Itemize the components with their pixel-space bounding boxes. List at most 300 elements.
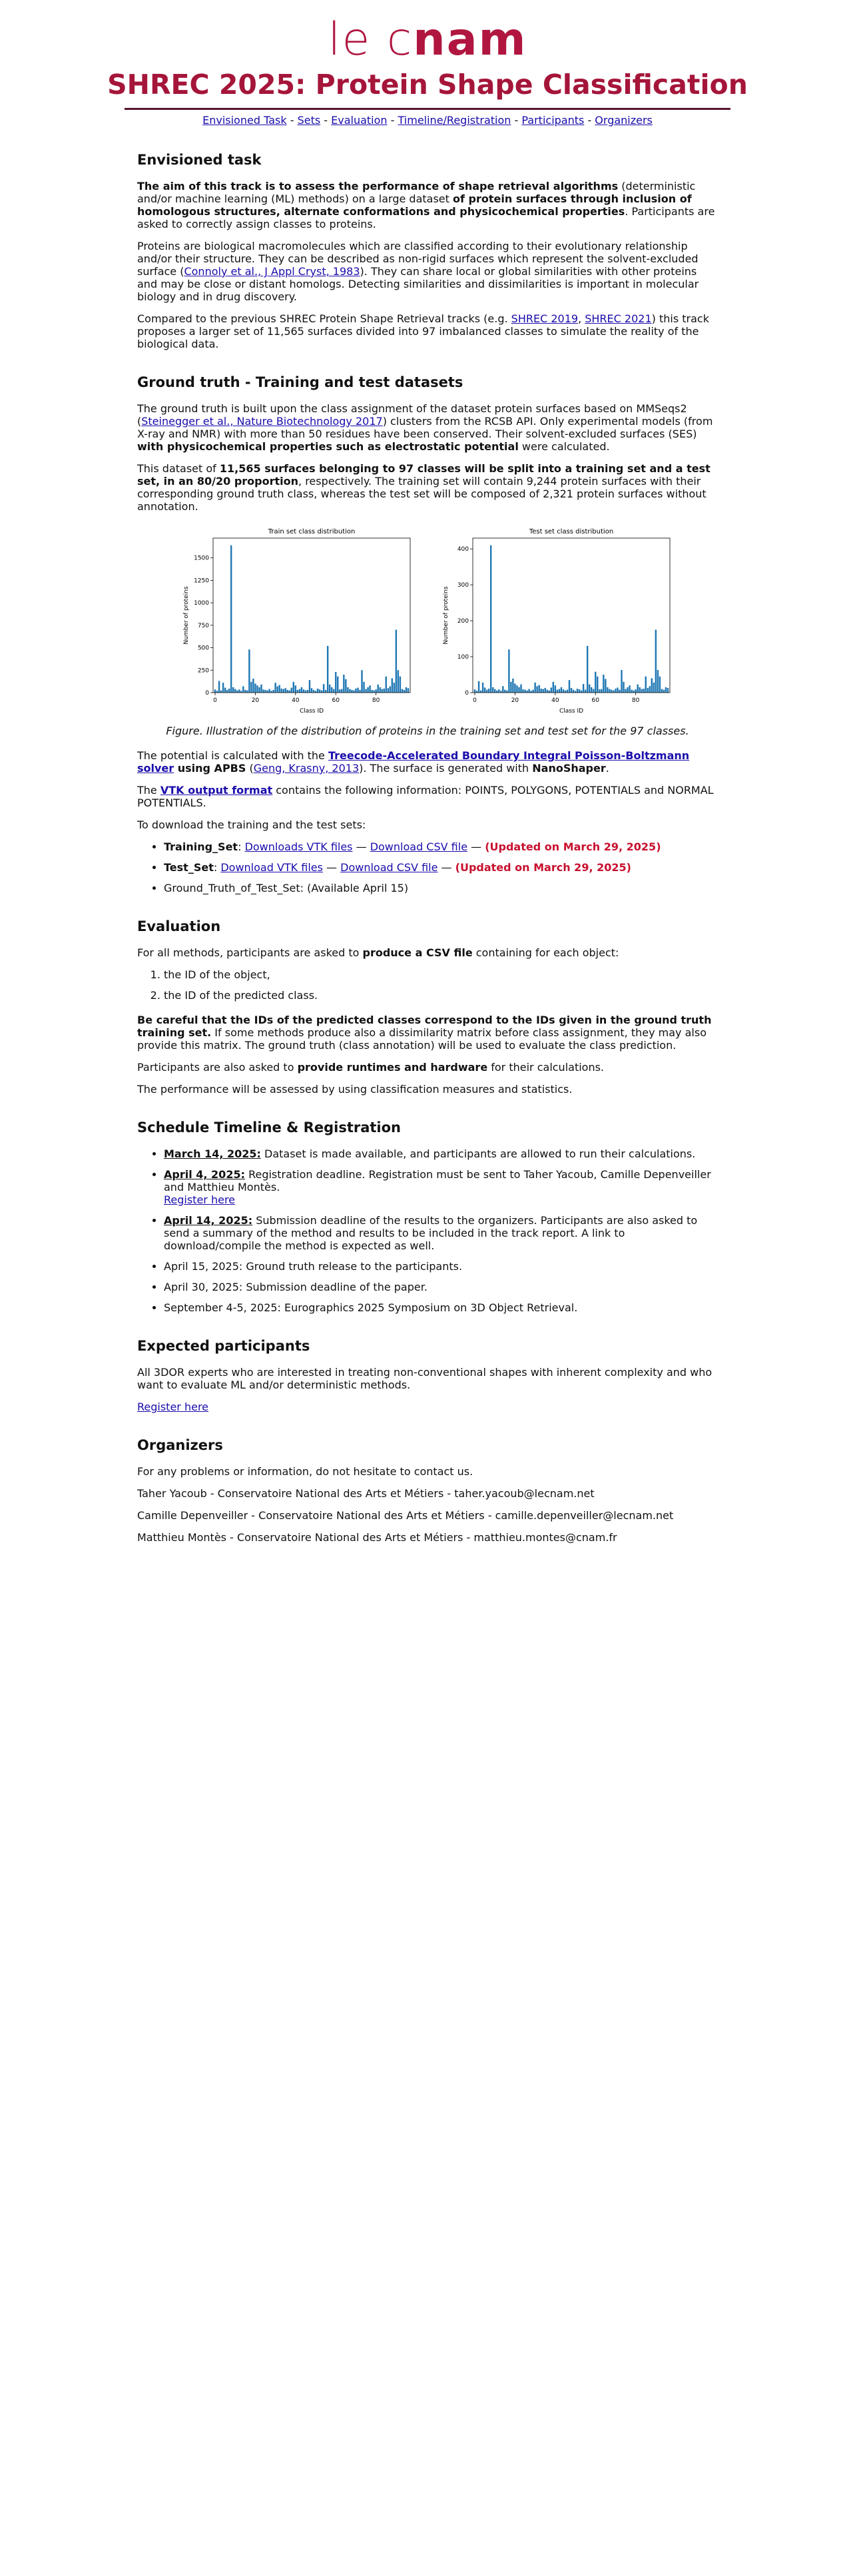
chart-bar [474, 689, 475, 693]
chart-bar [607, 687, 608, 693]
y-axis-label: Number of proteins [183, 586, 190, 645]
nav-link-timeline[interactable]: Timeline/Registration [398, 114, 511, 127]
chart-bar [309, 680, 310, 693]
chart-bar [329, 685, 330, 693]
chart-bar [280, 689, 282, 693]
chart-bar [555, 685, 556, 693]
chart-bar [367, 687, 368, 693]
chart-bar [398, 670, 399, 693]
chart-bar [532, 690, 533, 693]
chart-bar [377, 685, 378, 693]
download-list [137, 840, 718, 894]
chart-bar [392, 678, 393, 693]
chart-bar [553, 682, 554, 693]
chart-bar [488, 689, 489, 693]
top-nav [0, 114, 855, 127]
chart-bar [373, 691, 374, 693]
chart-bar [538, 685, 539, 693]
y-axis-label: Number of proteins [443, 586, 449, 645]
chart-bar [665, 687, 667, 693]
chart-bar [667, 688, 669, 693]
chart-bar [339, 689, 340, 693]
chart-bar [351, 690, 352, 693]
chart-bar [498, 689, 499, 693]
chart-bar [482, 683, 483, 693]
chart-bar [375, 689, 376, 693]
chart-bar [609, 689, 610, 693]
chart-bar [285, 688, 286, 693]
chart-bar [270, 691, 272, 693]
x-axis-label: Class ID [299, 708, 324, 715]
evaluation-paragraph-3: Participants are also asked to provide runtimes and hardware for their calculations. [137, 1061, 605, 1074]
chart-bar [557, 690, 558, 693]
x-tick-label: 20 [511, 697, 519, 704]
chart-bar [234, 689, 236, 693]
chart-bar [353, 691, 354, 693]
main-content [137, 127, 718, 1544]
chart-bar [492, 687, 493, 693]
evaluation-paragraph-4: The performance will be assessed by using classification measures and statistics. [137, 1083, 573, 1096]
logo-text-right: nam [413, 13, 527, 66]
chart-bar [585, 690, 586, 693]
chart-bar [549, 691, 550, 693]
chart-bar [627, 687, 628, 693]
chart-bar [349, 689, 350, 693]
chart-bar [333, 689, 334, 693]
chart-bar [476, 691, 477, 693]
chart-bar [297, 690, 298, 693]
chart-bar [311, 688, 312, 693]
list-item: • September 4-5, 2025: Eurographics 2025 Symposium on 3D Object Retrieval. [164, 1301, 718, 1314]
chart-bar [575, 691, 576, 693]
y-tick-label: 400 [457, 546, 469, 553]
chart-bar [625, 689, 626, 693]
chart-bar [603, 675, 604, 693]
nav-link-organizers[interactable]: Organizers [595, 114, 653, 127]
chart-bar [526, 691, 527, 693]
train-chart-svg [181, 526, 414, 719]
chart-bar [589, 685, 590, 693]
chart-bar [649, 686, 651, 693]
evaluation-paragraph-1: For all methods, participants are asked to produce a CSV file containing for each object: [137, 946, 619, 959]
y-tick-label: 1000 [194, 600, 209, 607]
chart-bar [617, 687, 618, 693]
section-heading-sets: Ground truth - Training and test datasets [137, 374, 463, 390]
chart-bar [647, 688, 649, 693]
chart-bar [347, 687, 348, 693]
chart-bar [390, 687, 391, 693]
section-heading-organizers: Organizers [137, 1437, 223, 1453]
chart-bar [494, 689, 495, 693]
chart-bar [363, 682, 364, 693]
updated-badge: (Updated on March 29, 2025) [455, 861, 631, 874]
chart-bar [252, 679, 254, 693]
chart-bar [611, 690, 612, 693]
list-item: 2. the ID of the predicted class. [164, 989, 718, 1002]
section-heading-evaluation: Evaluation [137, 918, 221, 934]
test-csv-download-link[interactable]: Download CSV file [340, 861, 438, 874]
chart-bar [569, 680, 570, 693]
chart-bar [268, 689, 270, 693]
chart-bar [623, 682, 624, 693]
organizer-contact: Camille Depenveiller - Conservatoire National des Arts et Métiers - camille.depenveiller@lecnam.net [137, 1509, 674, 1522]
sets-paragraph-1: The ground truth is built upon the class assignment of the dataset protein surfaces based on MMSeqs2 (Steinegger et al., Nature Biotechnology 2017) clusters from the RCSB API. Only experimental models (from X-ray and NMR) with more than 50 residues have been conserved. Their solvent-excluded surfaces (SES) with physicochemical properties such as electrostatic potential were calculated. [137, 402, 713, 453]
chart-bar [323, 684, 324, 693]
chart-bar [484, 687, 485, 693]
schedule-list [137, 1147, 718, 1314]
chart-bar [478, 681, 479, 693]
y-tick-label: 250 [197, 667, 209, 675]
sets-paragraph-2: This dataset of 11,565 surfaces belonging to 97 classes will be split into a training set and a test set, in an 80/20 proportion, respectively. The training set will contain 9,244 protein surfaces with their corresponding ground truth class, whereas the test set will be composed of 2,321 protein surfaces without annotation. [137, 462, 711, 513]
chart-bar [619, 690, 620, 693]
chart-bar [641, 689, 643, 693]
chart-bar [591, 687, 592, 693]
chart-bar [369, 685, 370, 693]
y-tick-label: 500 [197, 645, 209, 652]
chart-bar [587, 646, 588, 693]
chart-bar [508, 649, 509, 693]
chart-bar [394, 683, 395, 693]
chart-bar [248, 649, 250, 693]
chart-bar [222, 683, 224, 693]
list-item: • April 30, 2025: Submission deadline of the paper. [164, 1281, 718, 1293]
chart-bar [661, 689, 663, 693]
nav-separator: - [587, 114, 595, 127]
chart-bar [510, 682, 511, 693]
chart-bar [496, 691, 497, 693]
chart-bar [272, 690, 274, 693]
chart-bar [400, 677, 401, 693]
chart-bar [262, 689, 264, 693]
chart-bar [480, 691, 481, 693]
nav-separator: - [390, 114, 398, 127]
connoly-reference-link[interactable]: Connoly et al., J Appl Cryst, 1983 [184, 265, 360, 278]
test-vtk-download-link[interactable]: Download VTK files [220, 861, 323, 874]
chart-bar [361, 670, 362, 693]
y-tick-label: 1500 [194, 555, 209, 562]
chart-bar [337, 677, 338, 693]
sets-paragraph-5: To download the training and the test sets: [137, 818, 366, 831]
csv-content-list [137, 968, 718, 1002]
chart-bar [226, 690, 228, 693]
training-vtk-download-link[interactable]: Downloads VTK files [244, 840, 353, 853]
chart-bar [595, 672, 596, 693]
chart-bar [315, 691, 316, 693]
chart-bar [240, 691, 242, 693]
chart-bar [615, 689, 616, 693]
x-tick-label: 40 [551, 697, 559, 704]
chart-bar [579, 689, 580, 693]
chart-bar [287, 690, 288, 693]
chart-bar [236, 691, 238, 693]
chart-bar [502, 686, 503, 693]
chart-bar [313, 690, 314, 693]
training-csv-download-link[interactable]: Download CSV file [370, 840, 468, 853]
distribution-figure [137, 526, 718, 719]
chart-bar [404, 690, 405, 693]
chart-bar [317, 689, 318, 693]
chart-bar [321, 691, 322, 693]
chart-bar [583, 684, 584, 693]
chart-bar [295, 685, 296, 693]
chart-bar [593, 689, 594, 693]
chart-bar [629, 685, 630, 693]
chart-bar [371, 690, 372, 693]
x-tick-label: 80 [372, 697, 380, 704]
chart-bar [388, 688, 389, 693]
chart-bar [266, 691, 268, 693]
chart-bar [635, 689, 636, 693]
y-tick-label: 0 [465, 690, 469, 697]
chart-bar [563, 689, 564, 693]
train-distribution-chart [181, 526, 414, 719]
chart-bar [291, 688, 292, 693]
chart-bar [406, 687, 407, 693]
chart-bar [384, 689, 385, 693]
chart-bar [408, 688, 409, 693]
chart-bar [561, 687, 562, 693]
organizers-intro: For any problems or information, do not hesitate to contact us. [137, 1465, 473, 1478]
chart-bar [643, 689, 645, 693]
chart-bar [260, 685, 262, 693]
chart-bar [283, 689, 284, 693]
shrec-2021-link[interactable]: SHREC 2021 [585, 312, 652, 325]
chart-bar [504, 690, 505, 693]
chart-bar [379, 687, 380, 693]
nav-link-envisioned-task[interactable]: Envisioned Task [202, 114, 287, 127]
list-item: • March 14, 2025: Dataset is made available, and participants are allowed to run their calculations. [164, 1147, 718, 1160]
chart-bar [319, 689, 320, 693]
section-heading-participants: Expected participants [137, 1338, 310, 1354]
chart-bar [220, 691, 222, 693]
x-tick-label: 20 [251, 697, 260, 704]
chart-bar [516, 685, 517, 693]
chart-bar [214, 689, 216, 693]
chart-bar [551, 687, 552, 693]
chart-bar [244, 690, 246, 693]
chart-bar [506, 691, 507, 693]
chart-bar [230, 545, 232, 693]
chart-bar [651, 678, 653, 693]
chart-bar [514, 684, 515, 693]
chart-bar [655, 630, 657, 693]
nav-separator: - [514, 114, 522, 127]
chart-bar [639, 687, 640, 693]
x-tick-label: 60 [591, 697, 599, 704]
chart-bar [631, 690, 632, 693]
chart-frame [213, 538, 410, 693]
chart-bar [258, 687, 260, 693]
chart-bar [637, 685, 638, 693]
list-item: • April 4, 2025: Registration deadline. Registration must be sent to Taher Yacoub, Camille Depenveiller and Matthieu Montès. Register here [164, 1168, 718, 1206]
chart-bar [216, 691, 218, 693]
test-chart-svg [441, 526, 674, 719]
task-paragraph-2: Proteins are biological macromolecules which are classified according to their evolutionary relationship and/or their structure. They can be described as non-rigid surfaces which represent the solvent-excluded surface (Connoly et al., J Appl Cryst, 1983). They can share local or global similarities with other proteins and may be close or distant homologs. Detecting similarities and dissimilarities is important in molecular biology and in drug discovery. [137, 240, 699, 303]
chart-bar [500, 691, 501, 693]
chart-bar [293, 682, 294, 693]
chart-bar [645, 677, 647, 693]
x-tick-label: 60 [332, 697, 340, 704]
x-tick-label: 0 [473, 697, 477, 704]
chart-bar [547, 690, 548, 693]
chart-bar [341, 689, 342, 693]
chart-bar [382, 689, 383, 693]
page-header [0, 0, 855, 127]
steinegger-reference-link[interactable]: Steinegger et al., Nature Biotechnology 2017 [141, 415, 383, 428]
y-tick-label: 750 [197, 622, 209, 629]
chart-bar [303, 689, 304, 693]
chart-bar [343, 675, 344, 693]
x-tick-label: 0 [213, 697, 217, 704]
x-axis-label: Class ID [559, 708, 584, 715]
chart-bar [299, 689, 300, 693]
chart-bar [518, 687, 519, 693]
y-tick-label: 300 [457, 582, 469, 589]
chart-frame [473, 538, 670, 693]
chart-bar [605, 679, 606, 693]
chart-bar [621, 670, 622, 693]
chart-bar [601, 689, 602, 693]
chart-bar [232, 687, 234, 693]
list-item: • Training_Set: Downloads VTK files — Download CSV file — (Updated on March 29, 2025) [164, 840, 718, 853]
list-item: 1. the ID of the object, [164, 968, 718, 981]
chart-bar [396, 630, 397, 693]
chart-bar [522, 689, 523, 693]
chart-bar [359, 690, 360, 693]
list-item: • Test_Set: Download VTK files — Download CSV file — (Updated on March 29, 2025) [164, 861, 718, 874]
section-heading-schedule: Schedule Timeline & Registration [137, 1120, 401, 1135]
chart-bar [276, 687, 278, 693]
chart-bar [218, 681, 220, 693]
register-link-participants[interactable]: Register here [137, 1401, 209, 1413]
updated-badge: (Updated on March 29, 2025) [485, 840, 661, 853]
chart-bar [573, 690, 574, 693]
chart-bar [613, 691, 614, 693]
y-tick-label: 200 [457, 618, 469, 625]
chart-bar [657, 670, 659, 693]
chart-bar [301, 687, 302, 693]
chart-bar [345, 679, 346, 693]
tabi-pb-solver-link[interactable]: Treecode-Accelerated Boundary Integral Poisson-Boltzmann solver [137, 749, 690, 775]
chart-bar [254, 684, 256, 693]
chart-bar [490, 545, 491, 693]
chart-bar [238, 689, 240, 693]
chart-bar [663, 690, 665, 693]
y-tick-label: 1250 [194, 577, 209, 585]
chart-bar [357, 688, 358, 693]
sets-paragraph-4: The VTK output format contains the following information: POINTS, POLYGONS, POTENTIALS and NORMAL POTENTIALS. [137, 784, 714, 809]
chart-bar [545, 688, 546, 693]
section-heading-task: Envisioned task [137, 152, 262, 168]
chart-bar [567, 690, 568, 693]
chart-bar [530, 691, 531, 693]
chart-bar [599, 689, 600, 693]
chart-bar [305, 691, 306, 693]
task-paragraph-1: The aim of this track is to assess the performance of shape retrieval algorithms (deterministic and/or machine learning (ML) methods) on a large dataset of protein surfaces through inclusion of homologous structures, alternate conformations and physicochemical properties. Participants are asked to correctly assign classes to proteins. [137, 180, 715, 230]
x-tick-label: 40 [292, 697, 300, 704]
participants-paragraph: All 3DOR experts who are interested in treating non-conventional shapes with inherent complexity and who want to evaluate ML and/or deterministic methods. [137, 1366, 712, 1391]
y-tick-label: 100 [457, 654, 469, 661]
chart-bar [278, 685, 280, 693]
task-paragraph-3: Compared to the previous SHREC Protein Shape Retrieval tracks (e.g. SHREC 2019, SHREC 2021) this track proposes a larger set of 11,565 surfaces divided into 97 imbalanced classes to simulate the reality of the biological data. [137, 312, 709, 350]
chart-bar [565, 691, 566, 693]
nav-link-sets[interactable]: Sets [297, 114, 321, 127]
chart-bar [327, 646, 328, 693]
chart-bar [534, 683, 535, 693]
shrec-2019-link[interactable]: SHREC 2019 [511, 312, 579, 325]
chart-bar [577, 689, 578, 693]
chart-bar [571, 688, 572, 693]
chart-bar [325, 690, 326, 693]
chart-title: Test set class distribution [529, 528, 614, 535]
chart-bar [250, 682, 252, 693]
nav-link-evaluation[interactable]: Evaluation [331, 114, 388, 127]
x-tick-label: 80 [631, 697, 640, 704]
chart-bar [581, 691, 582, 693]
chart-bar [335, 672, 336, 693]
chart-bar [331, 687, 332, 693]
list-item: • April 15, 2025: Ground truth release to the participants. [164, 1260, 718, 1273]
chart-bar [289, 691, 290, 693]
chart-bar [274, 683, 276, 693]
chart-bar [246, 691, 248, 693]
chart-bar [355, 689, 356, 693]
chart-bar [307, 690, 308, 693]
nav-link-participants[interactable]: Participants [521, 114, 585, 127]
list-item: • Ground_Truth_of_Test_Set: (Available April 15) [164, 882, 718, 894]
chart-bar [264, 690, 266, 693]
vtk-format-link[interactable]: VTK output format [160, 784, 273, 797]
nav-separator: - [290, 114, 298, 127]
chart-bar [386, 677, 387, 693]
chart-bar [402, 689, 403, 693]
organizer-contact: Taher Yacoub - Conservatoire National des Arts et Métiers - taher.yacoub@lecnam.net [137, 1487, 595, 1500]
chart-bar [536, 686, 537, 693]
chart-bar [242, 687, 244, 693]
cnam-logo [0, 15, 855, 65]
chart-title: Train set class distribution [268, 528, 356, 535]
chart-bar [559, 689, 560, 693]
chart-bar [520, 685, 521, 693]
chart-bar [256, 685, 258, 693]
sets-paragraph-3: The potential is calculated with the Treecode-Accelerated Boundary Integral Poisson-Boltzmann solver using APBS (Geng, Krasny, 2013). The surface is generated with NanoShaper. [137, 749, 690, 775]
register-link-schedule[interactable]: Register here [164, 1193, 236, 1206]
chart-bar [486, 690, 487, 693]
nav-separator: - [324, 114, 332, 127]
chart-bar [365, 689, 366, 693]
evaluation-paragraph-2: Be careful that the IDs of the predicted classes correspond to the IDs given in the ground truth training set. If some methods produce also a dissimilarity matrix before class assignment, they may also provide this matrix. The ground truth (class annotation) will be used to evaluate the class prediction. [137, 1014, 712, 1052]
figure-caption: Figure. Illustration of the distribution of proteins in the training set and test set for the 97 classes. [166, 725, 689, 737]
list-item: • April 14, 2025: Submission deadline of the results to the organizers. Participants are also asked to send a summary of the method and results to be included in the track report. A link to download/compile the method is expected as well. [164, 1214, 718, 1252]
chart-bar [540, 689, 541, 693]
geng-krasny-link[interactable]: Geng, Krasny, 2013 [253, 762, 360, 775]
test-distribution-chart [441, 526, 674, 719]
chart-bar [653, 683, 655, 693]
logo-text-left: le c [328, 13, 414, 66]
chart-bar [597, 677, 598, 693]
chart-bar [224, 688, 226, 693]
chart-bar [543, 689, 544, 693]
chart-bar [528, 689, 529, 693]
chart-bar [633, 691, 634, 693]
header-divider [125, 108, 730, 110]
y-tick-label: 0 [205, 690, 209, 697]
chart-bar [512, 679, 513, 693]
chart-bar [524, 690, 525, 693]
participants-register [137, 1401, 718, 1413]
chart-bar [659, 677, 661, 693]
chart-bar [228, 689, 230, 693]
